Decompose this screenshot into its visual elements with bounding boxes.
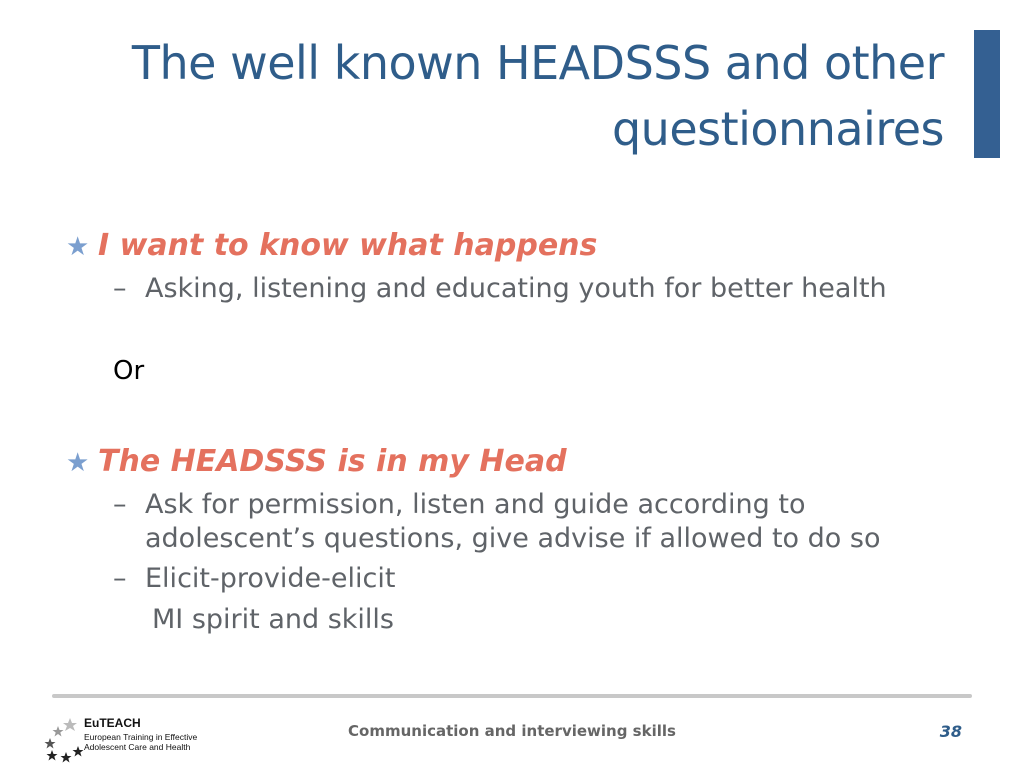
logo-title: EuTEACH: [84, 716, 141, 730]
bullet-1-sub-1-text: Asking, listening and educating youth for better health: [145, 273, 887, 304]
logo-subtitle: European Training in Effective Adolescent Care and Health: [84, 732, 198, 752]
bullet-1: [66, 228, 597, 263]
euteach-logo: [40, 712, 230, 764]
dash: –: [113, 563, 127, 594]
bullet-1-text: I want to know what happens: [98, 228, 598, 263]
bullet-2-sub-2-text: Elicit-provide-elicit: [145, 563, 396, 594]
slide-title: The well known HEADSSS and other questionnaires: [131, 36, 944, 156]
mi-text: MI spirit and skills: [152, 604, 394, 635]
footer-center-text: Communication and interviewing skills: [348, 722, 676, 740]
bullet-2-sub-1: [113, 488, 913, 556]
footer-divider: [52, 694, 972, 698]
or-text: Or: [113, 356, 145, 386]
star-icon: ★: [66, 232, 90, 262]
page-number: 38: [939, 722, 962, 741]
bullet-1-sub-1: [113, 272, 933, 306]
bullet-2-text: The HEADSSS is in my Head: [98, 444, 567, 479]
bullet-2: [66, 444, 567, 479]
bullet-2-sub-2: [113, 562, 913, 596]
bullet-2-sub-1-text: Ask for permission, listen and guide according to adolescent’s questions, give advise if allowed to do so: [145, 489, 881, 554]
star-icon: ★: [66, 448, 90, 478]
accent-bar: [974, 30, 1000, 158]
logo-stars-icon: [40, 712, 84, 764]
dash: –: [113, 489, 127, 520]
dash: –: [113, 273, 127, 304]
